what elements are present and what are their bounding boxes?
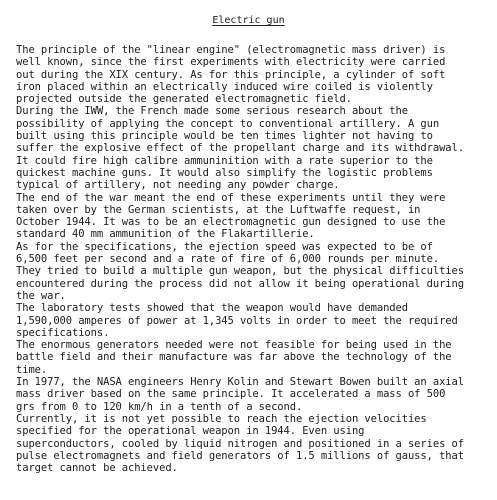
document-title xyxy=(0,14,497,27)
body-line: Currently, it is not yet possible to reach the ejection velocities xyxy=(16,412,427,425)
body-line: well known, since the first experiments with electricity were carried xyxy=(16,56,446,69)
body-line: The enormous generators needed were not feasible for being used in the xyxy=(16,339,452,352)
document-body xyxy=(16,44,492,474)
body-line: suffer the explosive effect of the propellant charge and its withdrawal. xyxy=(16,142,464,155)
body-line: iron placed within an electrically induced wire coiled is violently xyxy=(16,80,433,93)
body-line: The laboratory tests showed that the weapon would have demanded xyxy=(16,302,408,315)
body-line: encountered during the process did not allow it being operational during xyxy=(16,277,464,290)
body-line: taken over by the German scientists, at the Luftwaffe request, in xyxy=(16,203,421,216)
body-line: quickest machine guns. It would also simplify the logistic problems xyxy=(16,166,433,179)
body-line: In 1977, the NASA engineers Henry Kolin and Stewart Bowen built an axial xyxy=(16,376,464,389)
body-line: possibility of applying the concept to conventional artillery. A gun xyxy=(16,117,440,130)
body-line: time. xyxy=(16,363,48,376)
body-line: superconductors, cooled by liquid nitrogen and positioned in a series of xyxy=(16,437,464,450)
body-line: typical of artillery, not needing any powder charge. xyxy=(16,179,340,192)
body-line: specifications. xyxy=(16,326,110,339)
body-line: mass driver based on the same principle. It accelerated a mass of 500 xyxy=(16,388,446,401)
body-line: October 1944. It was to be an electromagnetic gun designed to use the xyxy=(16,216,446,229)
body-line: During the IWW, the French made some serious research about the xyxy=(16,105,408,118)
body-line: built using this principle would be ten times lighter not having to xyxy=(16,130,433,143)
body-line: out during the XIX century. As for this principle, a cylinder of soft xyxy=(16,68,446,81)
body-line: target cannot be achieved. xyxy=(16,462,178,475)
body-line: It could fire high calibre ammuninition with a rate superior to the xyxy=(16,154,433,167)
body-line: standard 40 mm ammunition of the Flakartillerie. xyxy=(16,228,315,241)
body-line: The principle of the "linear engine" (electromagnetic mass driver) is xyxy=(16,44,446,56)
body-line: grs from 0 to 120 km/h in a tenth of a second. xyxy=(16,400,303,413)
body-line: They tried to build a multiple gun weapon, but the physical difficulties xyxy=(16,265,464,278)
body-line: The end of the war meant the end of these experiments until they were xyxy=(16,191,446,204)
body-line: 6,500 feet per second and a rate of fire of 6,000 rounds per minute. xyxy=(16,253,440,266)
body-line: 1,590,000 amperes of power at 1,345 volts in order to meet the required xyxy=(16,314,458,327)
title-text: Electric gun xyxy=(212,15,285,26)
body-line: projected outside the generated electromagnetic field. xyxy=(16,93,352,106)
body-line: the war. xyxy=(16,289,66,302)
body-line: specified for the operational weapon in 1944. Even using xyxy=(16,425,365,438)
body-line: pulse electromagnets and field generators of 1.5 millions of gauss, that xyxy=(16,449,464,462)
body-line: As for the specifications, the ejection speed was expected to be of xyxy=(16,240,433,253)
body-line: battle field and their manufacture was far above the technology of the xyxy=(16,351,452,364)
